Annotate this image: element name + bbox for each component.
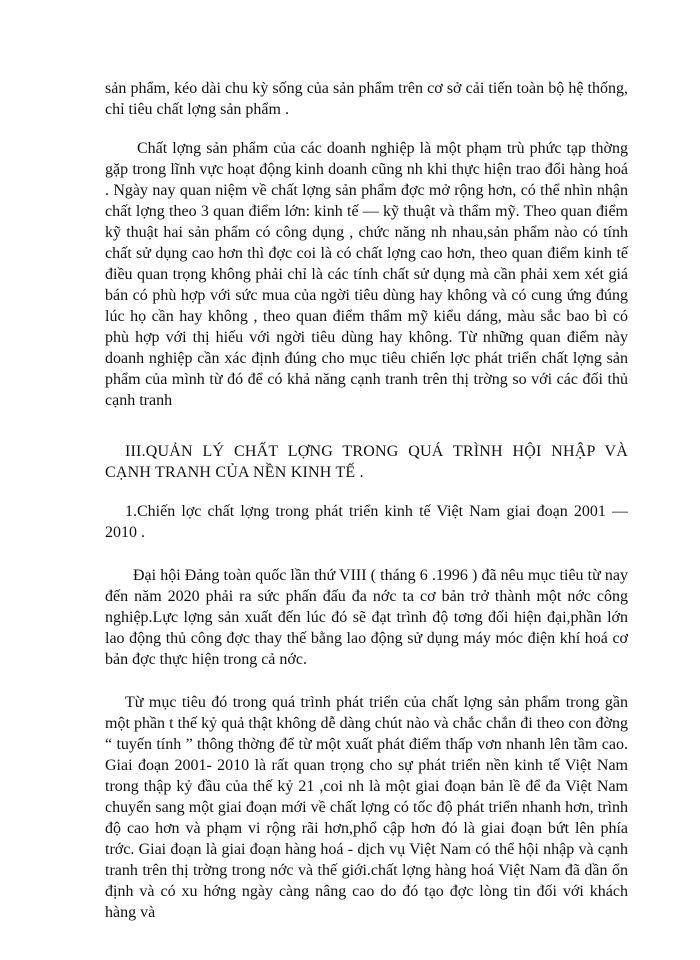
- paragraph-intro-continuation: sản phẩm, kéo dài chu kỳ sống của sản phẩm trên cơ sở cải tiến toàn bộ hệ thống, chỉ tiêu chất lợng sản phẩm .: [105, 80, 628, 118]
- paragraph-party-congress: Đại hội Đảng toàn quốc lần thứ VIII ( tháng 6 .1996 ) đã nêu mục tiêu từ nay đến năm 2020 phải ra sức phấn đấu đa nớc ta cơ bản trở thành một nớc công nghiệp.Lực lợng sản xuất đến lúc đó sẽ đạt trình độ tơng đối hiện đại,phần lớn lao động thủ công đợc thay thế bằng lao động sử dụng máy móc điện khí hoá cơ bản đợc thực hiện trong cả nớc.: [105, 567, 628, 668]
- section-heading: III.QUẢN LÝ CHẤT LỢNG TRONG QUÁ TRÌNH HỘI NHẬP VÀ CẠNH TRANH CỦA NỀN KINH TẾ .: [105, 443, 628, 481]
- subsection-heading: 1.Chiến lợc chất lợng trong phát triển kinh tế Việt Nam giai đoạn 2001 — 2010 .: [105, 503, 628, 541]
- paragraph-development-goals: Từ mục tiêu đó trong quá trình phát triển của chất lợng sản phẩm trong gần một phần t thế kỷ quả thật không dễ dàng chút nào và chắc chắn đi theo con đờng “ tuyến tính ” thông thờng để từ một xuất phát điểm thấp vơn nhanh lên tầm cao. Giai đoạn 2001- 2010 là rất quan trọng cho sự phát triển nền kinh tế Việt Nam trong thập kỷ đầu của thế kỷ 21 ,coi nh là một giai đoạn bản lề để đa Việt Nam chuyển sang một giai đoạn mới về chất lợng có tốc độ phát triển nhanh hơn, trình độ cao hơn và phạm vi rộng rãi hơn,phổ cập hơn đó là giai đoạn bứt lên phía trớc. Giai đoạn là giai đoạn hàng hoá - dịch vụ Việt Nam có thể hội nhập và cạnh tranh trên thị trờng trong nớc và thế giới.chất lợng hàng hoá Việt Nam đã dần ổn định và có xu hớng ngày càng nâng cao do đó tạo đợc lòng tin đối với khách hàng và: [105, 694, 628, 921]
- paragraph-quality-concept: Chất lợng sản phẩm của các doanh nghiệp là một phạm trù phức tạp thờng gặp trong lĩnh vực hoạt động kinh doanh cũng nh khi thực hiện trao đổi hàng hoá . Ngày nay quan niệm về chất lợng sản phẩm đợc mở rộng hơn, có thể nhìn nhận chất lợng theo 3 quan điểm lớn: kinh tế — kỹ thuật và thẩm mỹ. Theo quan điểm kỹ thuật hai sản phẩm có công dụng , chức năng nh nhau,sản phẩm nào có tính chất sử dụng cao hơn thì đợc coi là có chất lợng cao hơn, theo quan điểm kinh tế điều quan trọng không phải chỉ là các tính chất sử dụng mà cần phải xem xét giá bán có phù hợp với sức mua của ngời tiêu dùng hay không và có cung ứng đúng lúc họ cần hay không , theo quan điểm thẩm mỹ kiểu dáng, màu sắc bao bì có phù hợp với thị hiếu với ngời tiêu dùng hay không. Từ những quan điểm này doanh nghiệp cần xác định đúng cho mục tiêu chiến lợc phát triển chất lợng sản phẩm của mình từ đó để có khả năng cạnh tranh trên thị trờng so với các đối thủ cạnh tranh: [105, 140, 628, 409]
